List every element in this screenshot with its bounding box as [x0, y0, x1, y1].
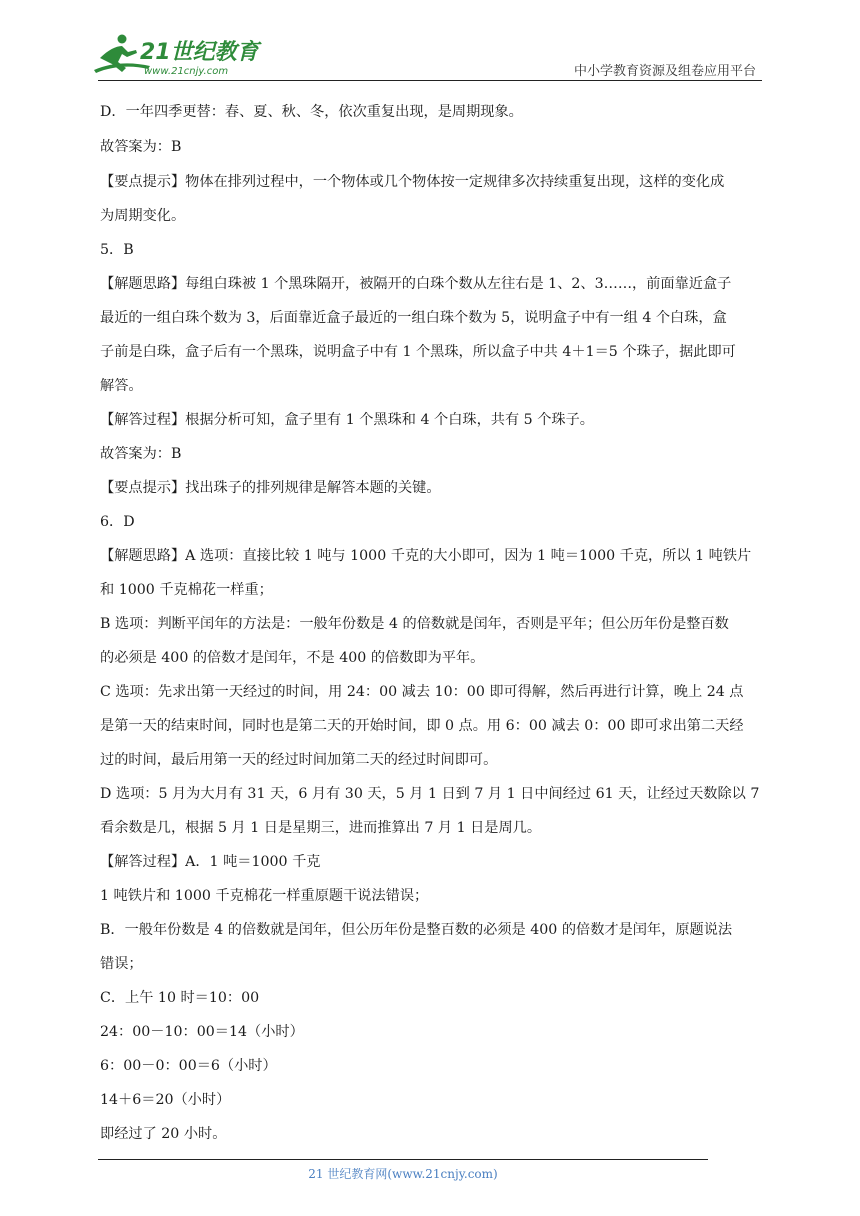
text-line: 过的时间，最后用第一天的经过时间加第二天的经过时间即可。 — [100, 752, 498, 768]
logo-url: www.21cnjy.com — [144, 66, 229, 77]
text-line: C 选项：先求出第一天经过的时间，用 24：00 减去 10：00 即可得解，然后再进行计算，晚上 24 点 — [100, 684, 744, 700]
text-line: 【解题思路】A 选项：直接比较 1 吨与 1000 千克的大小即可，因为 1 吨＝1000 千克，所以 1 吨铁片 — [100, 548, 752, 564]
site-logo — [92, 32, 262, 78]
page-footer: 21 世纪教育网(www.21cnjy.com) — [308, 1167, 498, 1181]
text-line: D．一年四季更替：春、夏、秋、冬，依次重复出现，是周期现象。 — [100, 104, 523, 120]
text-line: 5．B — [100, 242, 134, 258]
text-line: B．一般年份数是 4 的倍数就是闰年，但公历年份是整百数的必须是 400 的倍数才是闰年，原题说法 — [100, 922, 733, 938]
text-line: 1 吨铁片和 1000 千克棉花一样重原题干说法错误； — [100, 888, 429, 904]
text-line: B 选项：判断平闰年的方法是：一般年份数是 4 的倍数就是闰年，否则是平年；但公历年份是整百数 — [100, 616, 729, 632]
text-line: 的必须是 400 的倍数才是闰年，不是 400 的倍数即为平年。 — [100, 650, 485, 666]
logo-text: 21世纪教育 — [140, 40, 259, 65]
text-line: 24：00－10：00＝14（小时） — [100, 1024, 304, 1040]
text-line: D 选项：5 月为大月有 31 天，6 月有 30 天，5 月 1 日到 7 月 1 日中间经过 61 天，让经过天数除以 7 — [100, 786, 760, 802]
footer-divider — [98, 1159, 708, 1160]
text-line: 是第一天的结束时间，同时也是第二天的开始时间，即 0 点。用 6：00 减去 0：00 即可求出第二天经 — [100, 718, 744, 734]
text-line: 故答案为：B — [100, 139, 182, 155]
text-line: 6．D — [100, 514, 135, 530]
platform-name: 中小学教育资源及组卷应用平台 — [573, 64, 756, 79]
text-line: 和 1000 千克棉花一样重； — [100, 582, 273, 598]
text-line: 【解答过程】A．1 吨＝1000 千克 — [100, 854, 321, 870]
text-line: 解答。 — [100, 378, 143, 394]
text-line: 最近的一组白珠个数为 3，后面靠近盒子最近的一组白珠个数为 5，说明盒子中有一组 4 个白珠，盒 — [100, 310, 727, 326]
text-line: 错误； — [100, 956, 143, 972]
text-line: 看余数是几，根据 5 月 1 日是星期三，进而推算出 7 月 1 日是周几。 — [100, 820, 542, 836]
text-line: C．上午 10 时＝10：00 — [100, 990, 260, 1006]
text-line: 【解题思路】每组白珠被 1 个黑珠隔开，被隔开的白珠个数从左往右是 1、2、3……，前面靠近盒子 — [100, 276, 732, 292]
text-line: 6：00－0：00＝6（小时） — [100, 1058, 277, 1074]
text-line: 【解答过程】根据分析可知，盒子里有 1 个黑珠和 4 个白珠，共有 5 个珠子。 — [100, 412, 594, 428]
header-divider — [98, 80, 762, 81]
page-header — [0, 0, 860, 82]
text-line: 故答案为：B — [100, 446, 182, 462]
text-line: 即经过了 20 小时。 — [100, 1126, 227, 1142]
text-line: 14＋6＝20（小时） — [100, 1092, 231, 1108]
text-line: 【要点提示】找出珠子的排列规律是解答本题的关键。 — [100, 480, 441, 496]
text-line: 【要点提示】物体在排列过程中，一个物体或几个物体按一定规律多次持续重复出现，这样的变化成 — [100, 174, 725, 190]
text-line: 子前是白珠，盒子后有一个黑珠，说明盒子中有 1 个黑珠，所以盒子中共 4＋1＝5 个珠子，据此即可 — [100, 344, 736, 360]
text-line: 为周期变化。 — [100, 208, 186, 224]
